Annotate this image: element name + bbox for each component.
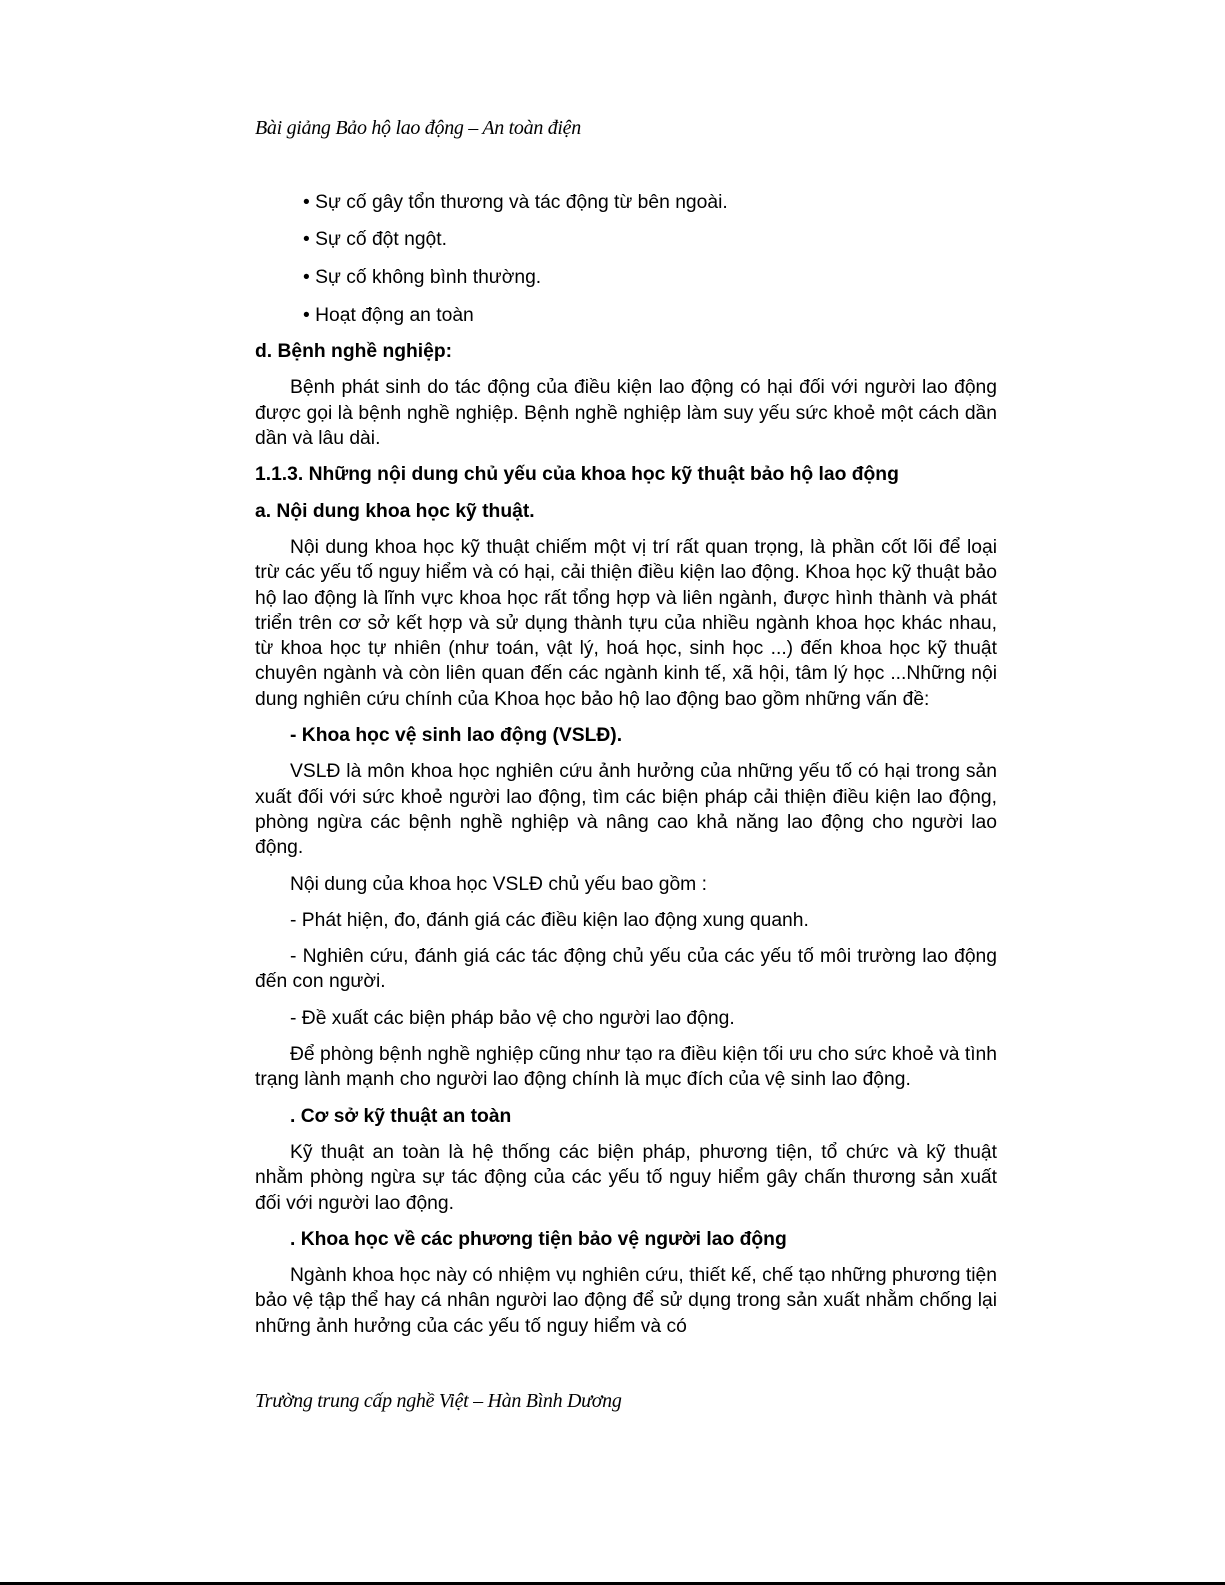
paragraph: Nội dung khoa học kỹ thuật chiếm một vị trí rất quan trọng, là phần cốt lõi để loại trừ các yếu tố nguy hiểm và có hại, cải thiện điều kiện lao động. Khoa học kỹ thuật bảo hộ lao động là lĩnh vực khoa học rất tổng hợp và liên ngành, được hình thành và phát triển trên cơ sở kết hợp và sử dụng thành tựu của nhiều ngành khoa học khác nhau, từ khoa học tự nhiên (như toán, vật lý, hoá học, sinh học ...) đến khoa học kỹ thuật chuyên ngành và còn liên quan đến các ngành kinh tế, xã hội, tâm lý học ...Những nội dung nghiên cứu chính của Khoa học bảo hộ lao động bao gồm những vấn đề: xyxy=(255,536,997,710)
heading-section-1-1-3: 1.1.3. Những nội dung chủ yếu của khoa học kỹ thuật bảo hộ lao động xyxy=(255,464,899,486)
heading-phuong-tien-bao-ve: . Khoa học về các phương tiện bảo vệ người lao động xyxy=(290,1228,787,1250)
dash-item: - Đề xuất các biện pháp bảo vệ cho người lao động. xyxy=(290,1007,735,1029)
heading-noi-dung-khkt: a. Nội dung khoa học kỹ thuật. xyxy=(255,500,535,522)
heading-benh-nghe-nghiep: d. Bệnh nghề nghiệp: xyxy=(255,341,453,363)
bullet-item: • Sự cố gây tổn thương và tác động từ bên ngoài. xyxy=(303,191,728,213)
paragraph: Kỹ thuật an toàn là hệ thống các biện pháp, phương tiện, tổ chức và kỹ thuật nhằm phòng ngừa sự tác động của các yếu tố nguy hiểm gây chấn thương sản xuất đối với người lao động. xyxy=(255,1141,997,1214)
bullet-item: • Sự cố đột ngột. xyxy=(303,229,447,251)
bullet-item: • Hoạt động an toàn xyxy=(303,304,474,326)
paragraph: Nội dung của khoa học VSLĐ chủ yếu bao gồm : xyxy=(290,873,707,895)
paragraph: Để phòng bệnh nghề nghiệp cũng như tạo ra điều kiện tối ưu cho sức khoẻ và tình trạng lành mạnh cho người lao động chính là mục đích của vệ sinh lao động. xyxy=(255,1044,997,1091)
heading-co-so-kt-an-toan: . Cơ sở kỹ thuật an toàn xyxy=(290,1105,512,1127)
page-body xyxy=(255,177,997,1339)
bullet-item: • Sự cố không bình thường. xyxy=(303,267,542,289)
paragraph: Ngành khoa học này có nhiệm vụ nghiên cứu, thiết kế, chế tạo những phương tiện bảo vệ tập thể hay cá nhân người lao động để sử dụng trong sản xuất nhằm chống lại những ảnh hưởng của các yếu tố nguy hiểm và có xyxy=(255,1265,997,1337)
page-footer: Trường trung cấp nghề Việt – Hàn Bình Dương xyxy=(255,1390,622,1412)
dash-item: - Phát hiện, đo, đánh giá các điều kiện lao động xung quanh. xyxy=(290,909,809,931)
dash-item: - Nghiên cứu, đánh giá các tác động chủ yếu của các yếu tố môi trường lao động đến con người. xyxy=(255,946,997,993)
paragraph: VSLĐ là môn khoa học nghiên cứu ảnh hưởng của những yếu tố có hại trong sản xuất đối với sức khoẻ người lao động, tìm các biện pháp cải thiện điều kiện lao động, phòng ngừa các bệnh nghề nghiệp và nâng cao khả năng lao động cho người lao động. xyxy=(255,761,997,859)
paragraph: Bệnh phát sinh do tác động của điều kiện lao động có hại đối với người lao động được gọi là bệnh nghề nghiệp. Bệnh nghề nghiệp làm suy yếu sức khoẻ một cách dần dần và lâu dài. xyxy=(255,377,997,450)
page-header: Bài giảng Bảo hộ lao động – An toàn điện xyxy=(255,117,581,139)
heading-vsld: - Khoa học vệ sinh lao động (VSLĐ). xyxy=(290,725,623,747)
